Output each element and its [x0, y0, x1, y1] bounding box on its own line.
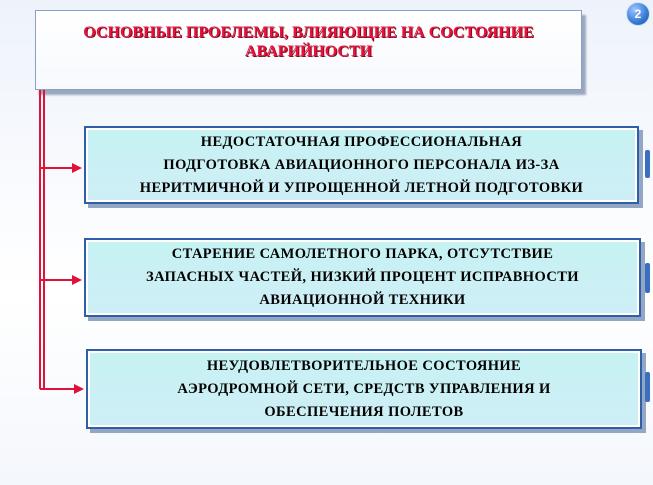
side-marker — [645, 263, 650, 293]
problem-text-2: СТАРЕНИЕ САМОЛЕТНОГО ПАРКА, ОТСУТСТВИЕ ЗАПАСНЫХ ЧАСТЕЙ, НИЗКИЙ ПРОЦЕНТ ИСПРАВНОСТИ АВИАЦИОННОЙ ТЕХНИКИ — [146, 246, 579, 308]
trunk-line — [40, 90, 44, 389]
problem-text-3: НЕУДОВЛЕТВОРИТЕЛЬНОЕ СОСТОЯНИЕ АЭРОДРОМНОЙ СЕТИ, СРЕДСТВ УПРАВЛЕНИЯ И ОБЕСПЕЧЕНИЯ ПОЛЕТОВ — [177, 357, 551, 420]
problem-box-3 — [86, 349, 642, 429]
problem-text-1: НЕДОСТАТОЧНАЯ ПРОФЕССИОНАЛЬНАЯ ПОДГОТОВКА АВИАЦИОННОГО ПЕРСОНАЛА ИЗ-ЗА НЕРИТМИЧНОЙ И УПРОЩЕННОЙ ЛЕТНОЙ ПОДГОТОВКИ — [139, 133, 584, 196]
problem-box-2 — [84, 238, 641, 317]
side-marker — [645, 150, 650, 178]
problem-box-1 — [84, 126, 639, 204]
title-box — [35, 10, 582, 90]
page-number-badge: 2 — [627, 3, 649, 25]
side-marker — [645, 372, 650, 402]
slide-title: ОСНОВНЫЕ ПРОБЛЕМЫ, ВЛИЯЮЩИЕ НА СОСТОЯНИЕ АВАРИЙНОСТИ — [83, 24, 534, 60]
